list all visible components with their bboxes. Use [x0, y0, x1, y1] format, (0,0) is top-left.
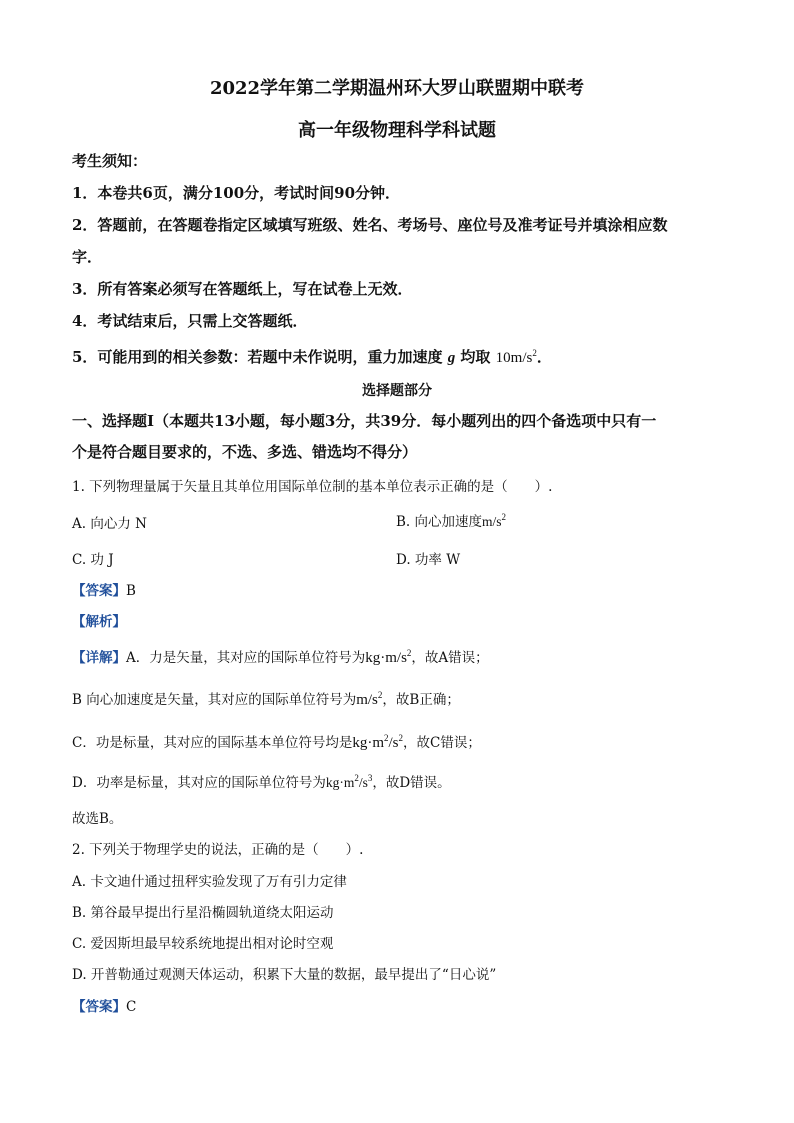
q1-detail-b-end: ，故B正确； [382, 692, 460, 708]
q1-answer [72, 579, 136, 599]
q2-stem: 2. 下列关于物理学史的说法，正确的是（ ）. [72, 842, 364, 858]
q1-detail-c-end: ，故C错误； [403, 735, 481, 751]
q1-detail-d-unit2: /s [358, 775, 368, 790]
q1-analysis [72, 610, 126, 630]
gravity-exponent: 2 [532, 348, 537, 358]
q1-conclusion: 故选B。 [72, 811, 123, 827]
q1-detail-a-exponent: 2 [406, 648, 412, 658]
gravity-symbol: g [447, 350, 456, 366]
q1-detail-b-exponent: 2 [377, 690, 383, 700]
q1-detail-d-text: D．功率是标量，其对应的国际单位符号为 [72, 775, 326, 791]
q1-option-b-text: B. 向心加速度 [396, 514, 483, 530]
notice-item-4: 4．考试结束后，只需上交答题纸． [72, 312, 308, 330]
q1-detail-a-unit: kg·m/s [365, 650, 407, 666]
notice-item-5-mid: 均取 [460, 348, 491, 366]
q1-detail-c-exp2: 2 [398, 733, 404, 743]
section-heading: 选择题部分 [362, 383, 432, 399]
q1-detail-c-unit2: /s [388, 735, 399, 751]
notice-heading: 考生须知： [72, 152, 148, 170]
q1-detail-b-unit: m/s [356, 692, 378, 708]
q1-detail-label: 【详解】 [72, 650, 126, 666]
q1-answer-label: 【答案】 [72, 583, 126, 599]
q2-answer-label: 【答案】 [72, 999, 126, 1015]
q1-detail-c-unit1: kg·m [352, 735, 385, 751]
part1-instructions-line2: 个是符合题目要求的，不选、多选、错选均不得分） [72, 443, 418, 461]
notice-item-3: 3．所有答案必须写在答题纸上，写在试卷上无效． [72, 280, 413, 298]
notice-item-2-cont: 字． [72, 248, 103, 266]
gravity-value: 10m/s [495, 350, 533, 366]
q2-option-c: C. 爱因斯坦最早较系统地提出相对论时空观 [72, 936, 334, 952]
notice-item-2: 2．答题前，在答题卷指定区域填写班级、姓名、考场号、座位号及准考证号并填涂相应数 [72, 216, 668, 234]
q1-detail-a [72, 646, 489, 667]
notice-item-5-text: 5．可能用到的相关参数：若题中未作说明，重力加速度 [72, 348, 443, 366]
exam-title: 2022学年第二学期温州环大罗山联盟期中联考 [209, 78, 585, 99]
q2-option-b: B. 第谷最早提出行星沿椭圆轨道绕太阳运动 [72, 905, 334, 921]
q1-detail-d [72, 771, 451, 791]
q1-option-b-unit: m/s [482, 514, 502, 529]
part1-instructions-line1: 一、选择题Ⅰ（本题共13小题，每小题3分，共39分．每小题列出的四个备选项中只有一 [72, 412, 657, 430]
q1-option-a: A. 向心力 N [72, 516, 147, 532]
q2-answer [72, 995, 136, 1015]
q1-detail-d-unit1: kg·m [325, 775, 355, 790]
q1-detail-d-exp1: 2 [354, 773, 359, 783]
q1-detail-a-text: A．力是矢量，其对应的国际单位符号为 [126, 650, 366, 666]
q1-option-c: C. 功 J [72, 552, 114, 568]
q1-analysis-label: 【解析】 [72, 614, 126, 630]
q1-option-d: D. 功率 W [396, 552, 461, 568]
q1-detail-c-exp1: 2 [384, 733, 389, 743]
notice-item-1: 1．本卷共6页，满分100分，考试时间90分钟． [72, 184, 401, 202]
q1-detail-a-end: ，故A错误； [411, 650, 489, 666]
q1-detail-c-text: C．功是标量，其对应的国际基本单位符号均是 [72, 735, 353, 751]
q1-detail-d-exp2: 3 [367, 773, 373, 783]
notice-item-5-end: ． [536, 348, 552, 366]
q2-option-d: D. 开普勒通过观测天体运动，积累下大量的数据，最早提出了“日心说” [72, 967, 497, 983]
q1-answer-value: B [126, 583, 136, 599]
q2-answer-value: C [126, 999, 137, 1015]
notice-item-5 [72, 346, 552, 367]
q1-stem: 1. 下列物理量属于矢量且其单位用国际单位制的基本单位表示正确的是（ ）. [72, 479, 553, 495]
q1-detail-b [72, 688, 460, 709]
q1-detail-c [72, 731, 481, 752]
q1-detail-b-text: B 向心加速度是矢量，其对应的国际单位符号为 [72, 692, 357, 708]
q1-detail-d-end: ，故D错误。 [372, 775, 451, 791]
q1-option-b [396, 510, 506, 530]
exam-subtitle: 高一年级物理科学科试题 [298, 120, 496, 141]
q1-option-b-exponent: 2 [501, 512, 507, 522]
q2-option-a: A. 卡文迪什通过扭秤实验发现了万有引力定律 [72, 874, 347, 890]
